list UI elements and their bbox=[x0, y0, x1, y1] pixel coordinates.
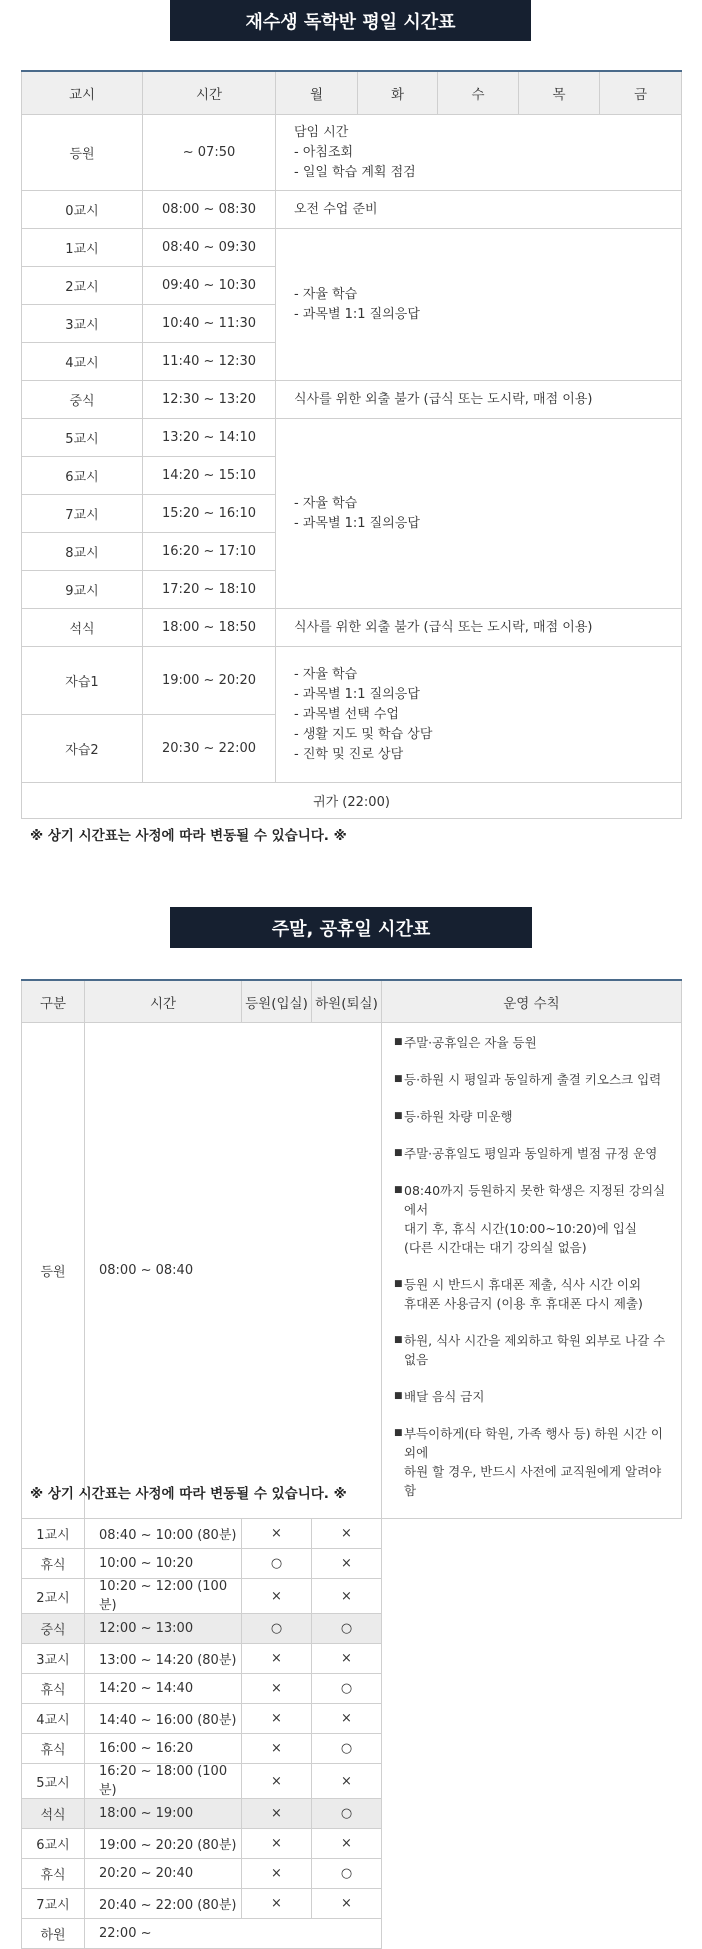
check-in-cell: × bbox=[242, 1579, 312, 1614]
description-cell: 식사를 위한 외출 불가 (급식 또는 도시락, 매점 이용) bbox=[276, 381, 682, 419]
check-in-cell: × bbox=[242, 1644, 312, 1674]
weekend-timetable bbox=[21, 979, 682, 1949]
square-bullet-icon: ■ bbox=[394, 1279, 403, 1289]
table-row bbox=[22, 1519, 682, 1549]
table-row bbox=[22, 1799, 682, 1829]
description-cell: 담임 시간 - 아침조회 - 일일 학습 계획 점검 bbox=[276, 115, 682, 191]
time-cell: 08:00 ~ 08:40 bbox=[85, 1023, 382, 1519]
period-cell: 4교시 bbox=[22, 343, 143, 381]
check-out-cell: ○ bbox=[312, 1859, 382, 1889]
rule-item bbox=[394, 1181, 673, 1257]
category-cell: 7교시 bbox=[22, 1889, 85, 1919]
category-cell: 휴식 bbox=[22, 1549, 85, 1579]
rule-text: 등·하원 시 평일과 동일하게 출결 키오스크 입력 bbox=[404, 1072, 662, 1087]
category-cell: 2교시 bbox=[22, 1579, 85, 1614]
check-out-cell: ○ bbox=[312, 1674, 382, 1704]
category-cell: 석식 bbox=[22, 1799, 85, 1829]
check-out-cell: × bbox=[312, 1764, 382, 1799]
time-cell: 10:00 ~ 10:20 bbox=[85, 1549, 242, 1579]
time-cell: 15:20 ~ 16:10 bbox=[143, 495, 276, 533]
check-in-cell: × bbox=[242, 1674, 312, 1704]
rule-text: 등원 시 반드시 휴대폰 제출, 식사 시간 이외 휴대폰 사용금지 (이용 후 휴대폰 다시 제출) bbox=[404, 1277, 643, 1311]
evening-study-cell: - 자율 학습 - 과목별 1:1 질의응답 - 과목별 선택 수업 - 생활 지도 및 학습 상담 - 진학 및 진로 상담 bbox=[276, 647, 682, 783]
square-bullet-icon: ■ bbox=[394, 1148, 403, 1158]
table-row bbox=[22, 1889, 682, 1919]
check-in-cell: × bbox=[242, 1734, 312, 1764]
period-cell: 7교시 bbox=[22, 495, 143, 533]
rule-text: 주말·공휴일도 평일과 동일하게 벌점 규정 운영 bbox=[404, 1146, 658, 1161]
time-cell: 10:40 ~ 11:30 bbox=[143, 305, 276, 343]
go-home-cell: 귀가 (22:00) bbox=[22, 783, 682, 819]
weekday-title-banner bbox=[170, 0, 531, 41]
header-time: 시간 bbox=[143, 71, 276, 115]
table-row bbox=[22, 1734, 682, 1764]
check-out-cell: × bbox=[312, 1549, 382, 1579]
time-cell: 20:30 ~ 22:00 bbox=[143, 715, 276, 783]
category-cell: 휴식 bbox=[22, 1859, 85, 1889]
time-cell: 13:20 ~ 14:10 bbox=[143, 419, 276, 457]
time-cell: 08:40 ~ 10:00 (80분) bbox=[85, 1519, 242, 1549]
square-bullet-icon: ■ bbox=[394, 1111, 403, 1121]
period-cell: 5교시 bbox=[22, 419, 143, 457]
table-row bbox=[22, 1614, 682, 1644]
check-in-cell: ○ bbox=[242, 1549, 312, 1579]
check-out-cell: × bbox=[312, 1889, 382, 1919]
square-bullet-icon: ■ bbox=[394, 1428, 403, 1438]
check-out-cell: ○ bbox=[312, 1614, 382, 1644]
header-mon: 월 bbox=[276, 71, 358, 115]
rules-cell bbox=[382, 1023, 682, 1519]
table-row bbox=[22, 1859, 682, 1889]
table-row bbox=[22, 419, 682, 457]
header-time: 시간 bbox=[85, 980, 242, 1023]
time-cell: 14:40 ~ 16:00 (80분) bbox=[85, 1704, 242, 1734]
check-in-cell: ○ bbox=[242, 1614, 312, 1644]
check-out-cell: ○ bbox=[312, 1734, 382, 1764]
period-cell: 6교시 bbox=[22, 457, 143, 495]
check-in-cell: × bbox=[242, 1764, 312, 1799]
time-cell: 12:00 ~ 13:00 bbox=[85, 1614, 242, 1644]
table-row bbox=[22, 1644, 682, 1674]
table-row bbox=[22, 1023, 682, 1519]
table-row bbox=[22, 1704, 682, 1734]
period-cell: 9교시 bbox=[22, 571, 143, 609]
check-out-cell: × bbox=[312, 1644, 382, 1674]
header-wed: 수 bbox=[438, 71, 519, 115]
description-cell: 식사를 위한 외출 불가 (급식 또는 도시락, 매점 이용) bbox=[276, 609, 682, 647]
time-cell: 11:40 ~ 12:30 bbox=[143, 343, 276, 381]
table-row bbox=[22, 115, 682, 191]
rule-item bbox=[394, 1033, 673, 1052]
check-out-cell: × bbox=[312, 1829, 382, 1859]
time-cell: 19:00 ~ 20:20 bbox=[143, 647, 276, 715]
table-row bbox=[22, 647, 682, 715]
check-in-cell: × bbox=[242, 1799, 312, 1829]
check-out-cell: × bbox=[312, 1704, 382, 1734]
table-row bbox=[22, 1579, 682, 1614]
time-cell: 18:00 ~ 19:00 bbox=[85, 1799, 242, 1829]
table-row bbox=[22, 191, 682, 229]
weekend-title-banner bbox=[170, 907, 532, 948]
rule-item bbox=[394, 1107, 673, 1126]
time-cell: 08:40 ~ 09:30 bbox=[143, 229, 276, 267]
afternoon-study-cell: - 자율 학습 - 과목별 1:1 질의응답 bbox=[276, 419, 682, 609]
rule-text: 등·하원 차량 미운행 bbox=[404, 1109, 513, 1124]
time-cell: 09:40 ~ 10:30 bbox=[143, 267, 276, 305]
category-cell: 5교시 bbox=[22, 1764, 85, 1799]
time-cell: 22:00 ~ bbox=[85, 1919, 382, 1949]
period-cell: 1교시 bbox=[22, 229, 143, 267]
period-cell: 2교시 bbox=[22, 267, 143, 305]
weekend-note: ※ 상기 시간표는 사정에 따라 변동될 수 있습니다. ※ bbox=[30, 1486, 347, 1502]
time-cell: 16:20 ~ 18:00 (100분) bbox=[85, 1764, 242, 1799]
period-cell: 중식 bbox=[22, 381, 143, 419]
category-cell: 하원 bbox=[22, 1919, 85, 1949]
time-cell: 16:00 ~ 16:20 bbox=[85, 1734, 242, 1764]
rule-text: 하원, 식사 시간을 제외하고 학원 외부로 나갈 수 없음 bbox=[404, 1333, 666, 1367]
table-row bbox=[22, 381, 682, 419]
period-cell: 자습1 bbox=[22, 647, 143, 715]
check-out-cell: × bbox=[312, 1519, 382, 1549]
description-cell: 오전 수업 준비 bbox=[276, 191, 682, 229]
header-tue: 화 bbox=[358, 71, 438, 115]
header-category: 구분 bbox=[22, 980, 85, 1023]
time-cell: 18:00 ~ 18:50 bbox=[143, 609, 276, 647]
rule-item bbox=[394, 1070, 673, 1089]
time-cell: 16:20 ~ 17:10 bbox=[143, 533, 276, 571]
check-in-cell: × bbox=[242, 1519, 312, 1549]
category-cell: 휴식 bbox=[22, 1674, 85, 1704]
category-cell: 중식 bbox=[22, 1614, 85, 1644]
rule-text: 배달 음식 금지 bbox=[404, 1389, 485, 1404]
period-cell: 3교시 bbox=[22, 305, 143, 343]
time-cell: 13:00 ~ 14:20 (80분) bbox=[85, 1644, 242, 1674]
period-cell: 석식 bbox=[22, 609, 143, 647]
category-cell: 3교시 bbox=[22, 1644, 85, 1674]
check-in-cell: × bbox=[242, 1859, 312, 1889]
weekday-note: ※ 상기 시간표는 사정에 따라 변동될 수 있습니다. ※ bbox=[30, 828, 347, 844]
rule-item bbox=[394, 1275, 673, 1313]
time-cell: 19:00 ~ 20:20 (80분) bbox=[85, 1829, 242, 1859]
time-cell: 12:30 ~ 13:20 bbox=[143, 381, 276, 419]
square-bullet-icon: ■ bbox=[394, 1391, 403, 1401]
period-cell: 자습2 bbox=[22, 715, 143, 783]
header-check-out: 하원(퇴실) bbox=[312, 980, 382, 1023]
check-in-cell: × bbox=[242, 1704, 312, 1734]
square-bullet-icon: ■ bbox=[394, 1037, 403, 1047]
weekday-title: 재수생 독학반 평일 시간표 bbox=[245, 11, 456, 33]
table-row bbox=[22, 1829, 682, 1859]
header-fri: 금 bbox=[600, 71, 682, 115]
weekday-timetable bbox=[21, 70, 682, 819]
time-cell: 14:20 ~ 14:40 bbox=[85, 1674, 242, 1704]
header-check-in: 등원(입실) bbox=[242, 980, 312, 1023]
weekend-header-row bbox=[22, 980, 682, 1023]
rule-text: 주말·공휴일은 자율 등원 bbox=[404, 1035, 537, 1050]
check-out-cell: ○ bbox=[312, 1799, 382, 1829]
table-row bbox=[22, 1674, 682, 1704]
header-rules: 운영 수칙 bbox=[382, 980, 682, 1023]
rule-text: 08:40까지 등원하지 못한 학생은 지정된 강의실에서 대기 후, 휴식 시간(10:00~10:20)에 입실 (다른 시간대는 대기 강의실 없음) bbox=[404, 1183, 666, 1255]
square-bullet-icon: ■ bbox=[394, 1074, 403, 1084]
square-bullet-icon: ■ bbox=[394, 1335, 403, 1345]
time-cell: 10:20 ~ 12:00 (100분) bbox=[85, 1579, 242, 1614]
morning-study-cell: - 자율 학습 - 과목별 1:1 질의응답 bbox=[276, 229, 682, 381]
time-cell: ~ 07:50 bbox=[143, 115, 276, 191]
rules-list bbox=[394, 1033, 673, 1500]
weekday-header-row bbox=[22, 71, 682, 115]
time-cell: 17:20 ~ 18:10 bbox=[143, 571, 276, 609]
check-in-cell: × bbox=[242, 1889, 312, 1919]
weekend-title: 주말, 공휴일 시간표 bbox=[271, 918, 431, 940]
table-row bbox=[22, 1764, 682, 1799]
rule-text: 부득이하게(타 학원, 가족 행사 등) 하원 시간 이외에 하원 할 경우, 반드시 사전에 교직원에게 알려야 함 bbox=[404, 1426, 663, 1498]
category-cell: 1교시 bbox=[22, 1519, 85, 1549]
table-row bbox=[22, 1549, 682, 1579]
rule-item bbox=[394, 1424, 673, 1500]
check-out-cell: × bbox=[312, 1579, 382, 1614]
period-cell: 8교시 bbox=[22, 533, 143, 571]
header-thu: 목 bbox=[519, 71, 600, 115]
category-cell: 4교시 bbox=[22, 1704, 85, 1734]
category-cell: 휴식 bbox=[22, 1734, 85, 1764]
table-row bbox=[22, 1919, 682, 1949]
table-row bbox=[22, 229, 682, 267]
time-cell: 20:20 ~ 20:40 bbox=[85, 1859, 242, 1889]
footer-row bbox=[22, 783, 682, 819]
time-cell: 08:00 ~ 08:30 bbox=[143, 191, 276, 229]
period-cell: 0교시 bbox=[22, 191, 143, 229]
time-cell: 20:40 ~ 22:00 (80분) bbox=[85, 1889, 242, 1919]
time-cell: 14:20 ~ 15:10 bbox=[143, 457, 276, 495]
category-cell: 등원 bbox=[22, 1023, 85, 1519]
period-cell: 등원 bbox=[22, 115, 143, 191]
rule-item bbox=[394, 1331, 673, 1369]
rule-item bbox=[394, 1387, 673, 1406]
table-row bbox=[22, 609, 682, 647]
category-cell: 6교시 bbox=[22, 1829, 85, 1859]
square-bullet-icon: ■ bbox=[394, 1185, 403, 1195]
header-period: 교시 bbox=[22, 71, 143, 115]
rule-item bbox=[394, 1144, 673, 1163]
check-in-cell: × bbox=[242, 1829, 312, 1859]
